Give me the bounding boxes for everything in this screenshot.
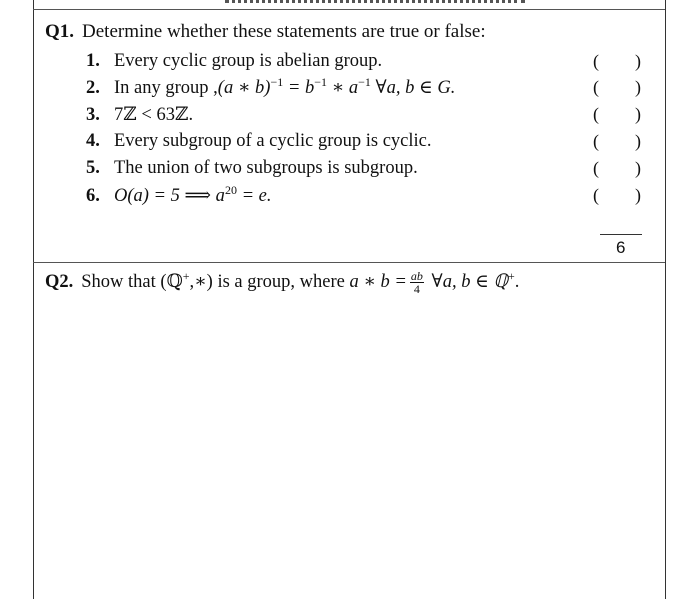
exponent: + [182, 268, 190, 283]
fraction-numerator: ab [410, 269, 423, 283]
exponent: −1 [314, 75, 327, 89]
item-number: 2. [86, 78, 100, 98]
fraction-denominator: 4 [413, 282, 420, 296]
q2-text: Show that (ℚ [81, 271, 183, 292]
q1-item-3 [86, 104, 193, 126]
q2-math: a ∗ b = [349, 271, 407, 292]
q1-prompt: Determine whether these statements are true or false: [82, 21, 486, 42]
item-number: 5. [86, 158, 100, 178]
answer-blank-open-6: ( [593, 185, 599, 205]
answer-blank-close-5: ) [635, 158, 641, 178]
item-number: 6. [86, 186, 100, 206]
q1-item-1 [86, 51, 382, 72]
q1-label: Q1. [45, 21, 75, 42]
item-text: Every cyclic group is abelian group. [114, 51, 383, 71]
answer-blank-open-2: ( [593, 77, 599, 97]
item-math: = b [283, 78, 315, 98]
item-text: Every subgroup of a cyclic group is cyclic. [114, 131, 432, 151]
answer-blank-close-1: ) [635, 51, 641, 71]
fraction [410, 270, 424, 295]
q1-item-4 [86, 131, 431, 152]
q2-heading [45, 270, 519, 295]
item-text: In any group , [114, 78, 218, 98]
exponent: + [507, 268, 515, 283]
item-number: 3. [86, 105, 100, 125]
item-math: = e. [236, 186, 272, 206]
answer-blank-open-5: ( [593, 158, 599, 178]
top-dotted-border [225, 0, 525, 6]
item-number: 4. [86, 131, 100, 151]
q1-item-6 [86, 185, 272, 207]
q1-item-2 [86, 77, 455, 99]
q1-item-5 [86, 158, 418, 179]
q2-label: Q2. [45, 271, 74, 292]
answer-blank-open-4: ( [593, 131, 599, 151]
q2-text: . [514, 271, 520, 292]
q1-heading [45, 21, 486, 43]
right-border [665, 0, 666, 599]
top-border [33, 9, 665, 10]
answer-blank-close-3: ) [635, 104, 641, 124]
score-value: 6 [616, 238, 626, 257]
score-line [600, 234, 642, 235]
exponent: 20 [224, 183, 237, 197]
exponent: −1 [270, 75, 284, 89]
exponent: −1 [358, 75, 371, 89]
item-math: O(a) = 5 ⟹ a [114, 186, 225, 206]
item-math: ∗ a [327, 78, 359, 98]
q2-text: ,∗) is a group, where [189, 271, 350, 292]
answer-blank-open-3: ( [593, 104, 599, 124]
item-text: 7ℤ < 63ℤ. [114, 105, 194, 125]
answer-blank-close-4: ) [635, 131, 641, 151]
left-border [33, 0, 34, 599]
answer-blank-close-6: ) [635, 185, 641, 205]
item-math: (a ∗ b) [217, 78, 271, 98]
answer-blank-open-1: ( [593, 51, 599, 71]
answer-blank-close-2: ) [635, 77, 641, 97]
q2-math: ∀a, b ∈ ℚ [426, 271, 508, 292]
item-number: 1. [86, 51, 100, 71]
item-math: ∀a, b ∈ G. [370, 78, 456, 98]
item-text: The union of two subgroups is subgroup. [114, 158, 418, 178]
section-divider [33, 262, 665, 263]
